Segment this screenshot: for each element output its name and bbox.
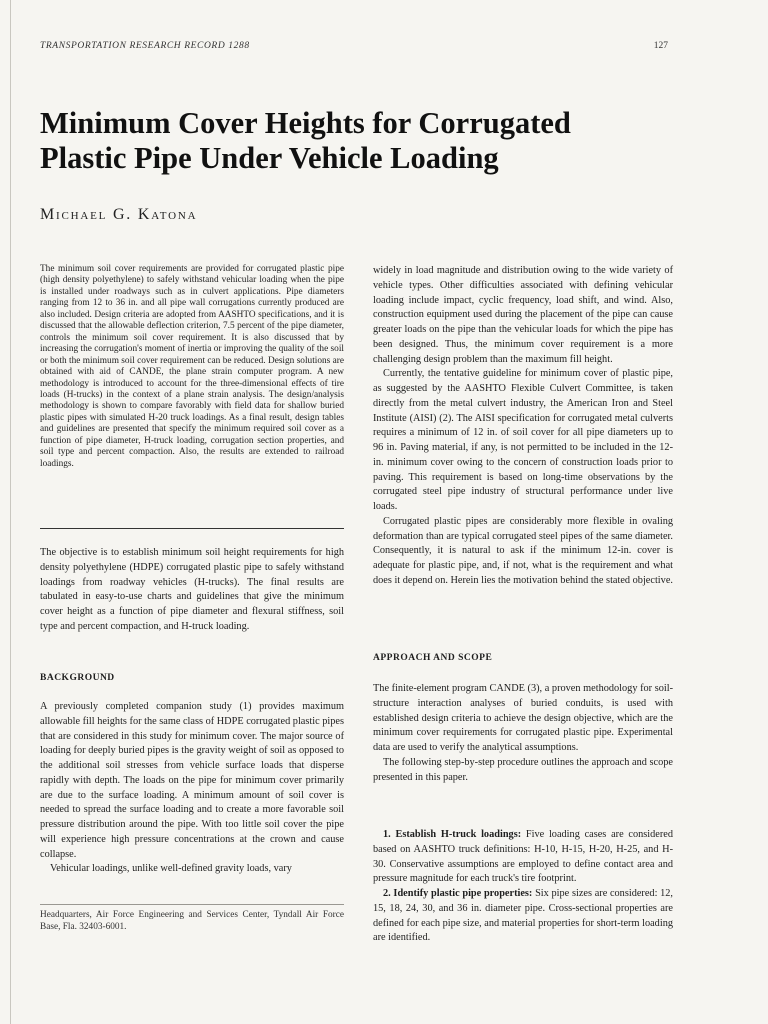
section-heading-approach: APPROACH AND SCOPE [373, 653, 493, 663]
footnote-divider [40, 904, 344, 905]
procedure-item-1 [373, 828, 673, 887]
author-name: Michael G. Katona [40, 206, 198, 223]
procedure-item-1-text: Five loading cases are considered based on AASHTO truck definitions: H-10, H-15, H-20, H-25, and H-30. Conservative assumptions are employed to define contact area and pressure magnitude for each truck's tire footprint. [373, 829, 673, 885]
abstract-divider [40, 528, 344, 529]
procedure-item-2-label: 2. Identify plastic pipe properties: [383, 888, 533, 899]
paper-title [40, 106, 680, 176]
abstract-text: The minimum soil cover requirements are provided for corrugated plastic pipe (high density polyethylene) to safely withstand vehicular loading when the pipe is installed under roadways such as in culvert applications. Pipe diameters ranging from 12 to 36 in. and all pipe wall corrugations currently produced are also included. Design criteria are adopted from AASHTO specifications, and it is discussed that the allowable deflection criterion, 7.5 percent of the pipe diameter, controls the minimum soil cover requirement. It is also discussed that by increasing the corrugation's moment of inertia or improving the quality of the soil or both the minimum soil cover requirement can be reduced. Design solutions are obtained with aid of CANDE, the plane strain computer program. A new methodology is introduced to account for the three-dimensional effects of tire loads (H-trucks) in the context of a plane strain analysis. The design/analysis methodology is shown to compare favorably with field data for shallow buried plastic pipes with simulated H-20 truck loadings. As a final result, design tables and guidelines are presented that specify the minimum required soil cover as a function of pipe diameter, H-truck loading, corrugation section properties, and soil type and percent compaction. Also, the results are extended to railroad loadings. [40, 264, 344, 469]
intro-paragraph: The objective is to establish minimum soil height requirements for high density polyethylene (HDPE) corrugated plastic pipe to safely withstand loadings from roadway vehicles (H-trucks). The final results are tabulated in easy-to-use charts and guidelines that give the minimum cover height as a function of pipe diameter and flexural stiffness, soil type and percent compaction, and H-truck loading. [40, 547, 344, 632]
procedure-list [373, 828, 673, 946]
paper-title-line-2: Plastic Pipe Under Vehicle Loading [40, 141, 499, 175]
page-number: 127 [653, 41, 668, 51]
introduction [40, 546, 344, 635]
background-section [40, 700, 344, 877]
procedure-item-2-text: Six pipe sizes are considered: 12, 15, 18, 24, 30, and 36 in. diameter pipe. Cross-sectional properties are defined for each pipe size, and material properties for short-term loading are identified. [373, 888, 674, 944]
abstract [40, 264, 344, 470]
procedure-item-2 [373, 887, 673, 946]
author-affiliation: Headquarters, Air Force Engineering and Services Center, Tyndall Air Force Base, Fla. 32403-6001. [40, 910, 344, 932]
running-head: TRANSPORTATION RESEARCH RECORD 1288 [40, 41, 250, 51]
procedure-item-1-label: 1. Establish H-truck loadings: [383, 829, 522, 840]
right-paragraph-1: widely in load magnitude and distribution owing to the wide variety of vehicle types. Other difficulties associated with defining vehicular loading include impact, cyclic frequency, load shift, and wind. Also, construction equipment used during the placement of the pipe can cause greater loads on the pipe than the vehicular loads for which the pipe has been designed. Thus, the minimum cover requirement is a more challenging design problem than the maximum fill height. [373, 265, 673, 365]
paper-title-line-1: Minimum Cover Heights for Corrugated [40, 106, 571, 140]
section-heading-background: BACKGROUND [40, 673, 115, 683]
right-paragraph-3: Corrugated plastic pipes are considerably more flexible in ovaling deformation than are typical corrugated steel pipes of the same diameter. Consequently, it is natural to ask if the minimum 12-in. cover is adequate for plastic pipe, and, if not, what is the requirement and what does it depend on. Herein lies the motivation behind the stated objective. [373, 515, 673, 586]
approach-section [373, 682, 673, 785]
background-paragraph-1: A previously completed companion study (1) provides maximum allowable fill heights for the same class of HDPE corrugated plastic pipes that are considered in this study for minimum cover. The major source of loading for deeply buried pipes is the gravity weight of soil as opposed to the additional soil stresses from vehicle surface loads that disperse rapidly with depth. The loads on the pipe for minimum cover primarily are due to the surface loading. A minimum amount of soil cover is needed to spread the surface loading and to create a more favorable soil pressure distribution around the pipe. With too little soil cover the pipe will experience high pressure concentrations at the crown and cause collapse. [40, 701, 344, 860]
footnote [40, 910, 344, 933]
page-edge-line [10, 0, 11, 1024]
approach-paragraph-1: The finite-element program CANDE (3), a proven methodology for soil-structure interaction analyses of buried conduits, is used with established design criteria to achieve the design objective, which are the minimum cover requirements for corrugated plastic pipe. Experimental data are used to verify the analytical assumptions. [373, 683, 673, 753]
background-paragraph-2: Vehicular loadings, unlike well-defined gravity loads, vary [50, 863, 292, 875]
right-paragraph-2: Currently, the tentative guideline for minimum cover of plastic pipe, as suggested by the AASHTO Flexible Culvert Committee, is taken directly from the metal culvert industry, the American Iron and Steel Institute (AISI) (2). The AISI specification for corrugated metal culverts requires a minimum of 12 in. of soil cover for all pipe diameters up to 96 in. Paving material, if any, is not permitted to be included in the 12-in. minimum cover owing to the concern of construction loads prior to paving. This requirement is based on long-time observations by the corrugated steel pipe industry of structural performance under live loads. [373, 368, 673, 512]
approach-paragraph-2: The following step-by-step procedure outlines the approach and scope presented in this paper. [373, 756, 673, 783]
right-column-body [373, 264, 673, 589]
